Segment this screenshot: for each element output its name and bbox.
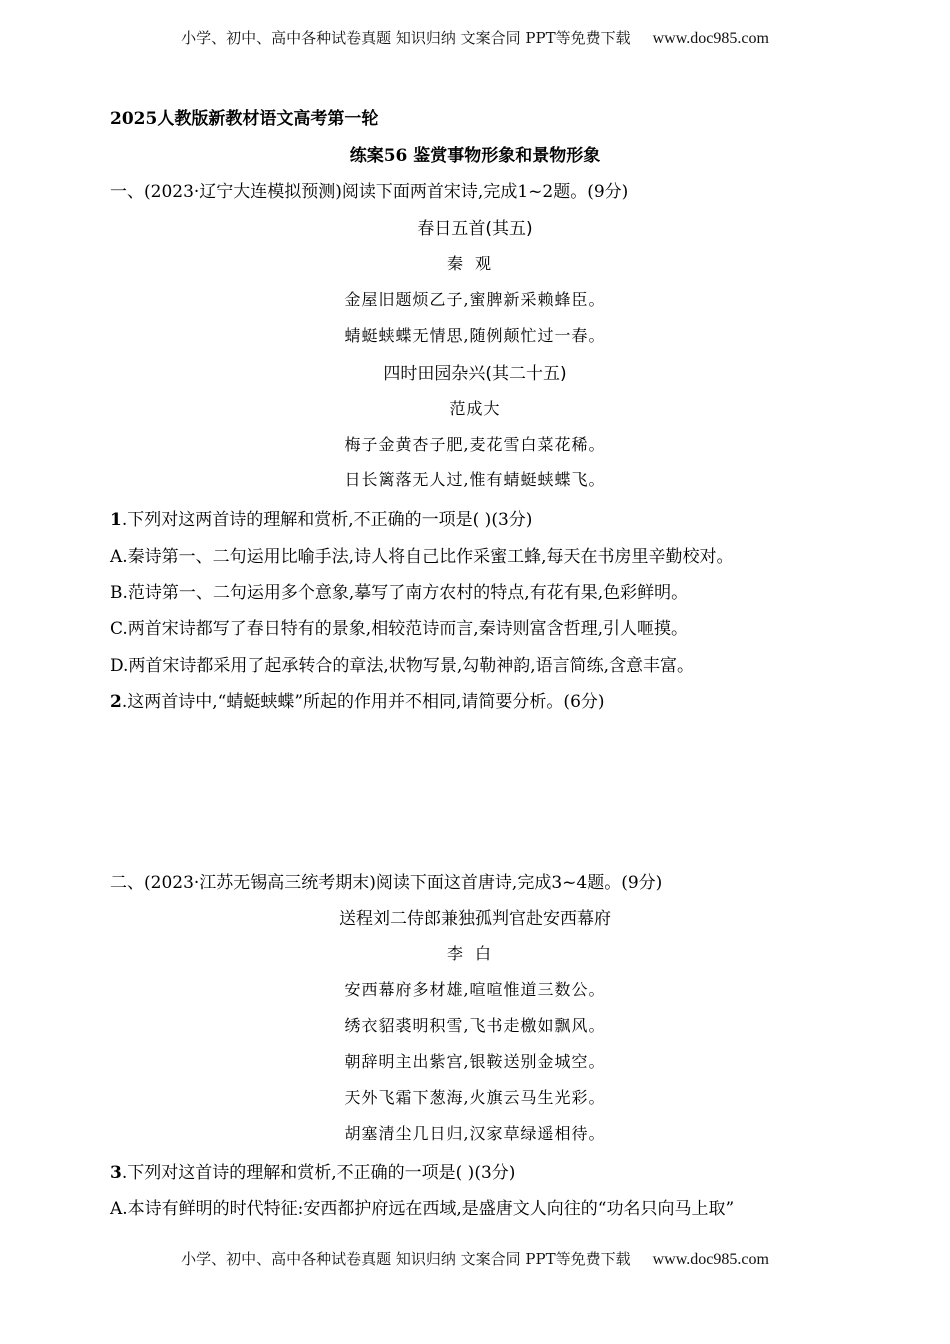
section2-heading: 二、(2023·江苏无锡高三统考期末)阅读下面这首唐诗,完成3~4题。(9分): [110, 873, 663, 893]
poem3-line-5: 胡塞清尘几日归,汉家草绿遥相待。: [344, 1124, 606, 1143]
poem1-line-2: 蜻蜓蛱蝶无情思,随例颠忙过一春。: [344, 326, 606, 345]
lesson-title: 练案56 鉴赏事物形象和景物形象: [349, 146, 601, 166]
q3-option-a: A.本诗有鲜明的时代特征:安西都护府远在西域,是盛唐文人向往的“功名只向马上取”: [110, 1199, 735, 1219]
question-2: [110, 687, 605, 712]
poem3-author: 李白: [446, 944, 503, 963]
question-1-text: .下列对这两首诗的理解和赏析,不正确的一项是( )(3分): [121, 510, 533, 530]
question-3: [110, 1158, 515, 1183]
question-3-number: 3: [110, 1163, 122, 1183]
poem3-line-1: 安西幕府多材雄,喧喧惟道三数公。: [344, 980, 606, 999]
header-text: 小学、初中、高中各种试卷真题 知识归纳 文案合同 PPT等免费下载: [181, 29, 631, 47]
question-1-number: 1: [110, 510, 122, 530]
poem2-line-1: 梅子金黄杏子肥,麦花雪白菜花稀。: [344, 435, 606, 454]
poem2-author: 范成大: [449, 399, 501, 418]
poem3-title: 送程刘二侍郎兼独孤判官赴安西幕府: [339, 909, 611, 929]
page-footer: [0, 1248, 950, 1269]
poem3-line-4: 天外飞霜下葱海,火旗云马生光彩。: [344, 1088, 606, 1107]
page-header: [0, 27, 950, 48]
poem1-line-1: 金屋旧题烦乙子,蜜脾新采赖蜂臣。: [344, 290, 606, 309]
q1-option-c: C.两首宋诗都写了春日特有的景象,相较范诗而言,秦诗则富含哲理,引人咂摸。: [110, 619, 689, 639]
footer-text: 小学、初中、高中各种试卷真题 知识归纳 文案合同 PPT等免费下载: [181, 1250, 631, 1268]
q1-option-b: B.范诗第一、二句运用多个意象,摹写了南方农村的特点,有花有果,色彩鲜明。: [110, 583, 689, 603]
question-2-number: 2: [110, 692, 122, 712]
q1-option-a: A.秦诗第一、二句运用比喻手法,诗人将自己比作采蜜工蜂,每天在书房里辛勤校对。: [110, 547, 734, 567]
poem1-author: 秦观: [446, 254, 503, 273]
header-url[interactable]: www.doc985.com: [652, 30, 769, 47]
poem1-title: 春日五首(其五): [417, 219, 533, 239]
section1-heading: 一、(2023·辽宁大连模拟预测)阅读下面两首宋诗,完成1~2题。(9分): [110, 182, 629, 202]
doc-title: 2025人教版新教材语文高考第一轮: [110, 109, 379, 129]
poem2-title: 四时田园杂兴(其二十五): [383, 364, 567, 384]
q1-option-d: D.两首宋诗都采用了起承转合的章法,状物写景,勾勒神韵,语言简练,含意丰富。: [110, 656, 695, 676]
poem3-line-3: 朝辞明主出紫宫,银鞍送别金城空。: [344, 1052, 606, 1071]
footer-url[interactable]: www.doc985.com: [652, 1251, 769, 1268]
poem3-line-2: 绣衣貂裘明积雪,飞书走檄如飘风。: [344, 1016, 606, 1035]
question-2-text: .这两首诗中,“蜻蜓蛱蝶”所起的作用并不相同,请简要分析。(6分): [121, 692, 605, 712]
question-1: [110, 505, 532, 530]
question-3-text: .下列对这首诗的理解和赏析,不正确的一项是( )(3分): [121, 1163, 516, 1183]
poem2-line-2: 日长篱落无人过,惟有蜻蜓蛱蝶飞。: [344, 470, 606, 489]
